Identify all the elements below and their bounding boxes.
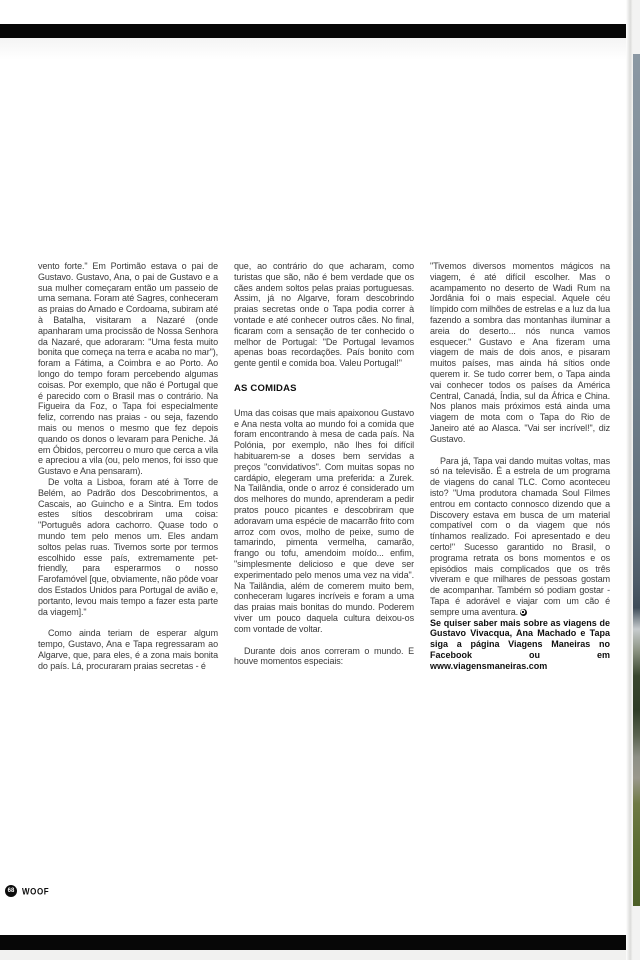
- paragraph: [430, 456, 610, 618]
- paragraph: que, ao contrário do que acharam, como turistas que são, não é bem verdade que os cães andem soltos pelas praias portuguesas. Assim, já no Algarve, foram descobrindo praias secretas onde o Tapa podia correr à vontade e até conhecer outros cães. No final, ficaram com a sensação de ter conhecido o melhor de Portugal: "De Portugal levamos apenas boas recordações. País bonito com gente gentil e comida boa. Valeu Portugal!": [234, 261, 414, 369]
- article-end-icon: [520, 609, 527, 616]
- paragraph: Uma das coisas que mais apaixonou Gustavo e Ana nesta volta ao mundo foi a comida que foram encontrando à mesa de cada país. Na Polónia, por exemplo, não lhes foi difícil habituarem-se a doses bem servidas a preços "convidativos". Com muitas sopas no cardápio, elegeram uma preferida: a Zurek. Na Tailândia, onde o arroz é considerado um dos melhores do mundo, aprenderam a pedir pratos pouco picantes e descobriram que adoravam uma espécie de macarrão frito com arroz com ovos, molho de peixe, sumo de tamarindo, pimenta vermelha, camarão, frango ou tofu, amendoim moído... enfim, "simplesmente delicioso e que deve ser experimentado pelo menos uma vez na vida". Na Tailândia, além de comerem muito bem, conheceram lugares incríveis e foram a uma das praias mais bonitas do mundo. Poderem viver um pouco daquela cultura deixou-os com vontade de voltar.: [234, 407, 414, 634]
- paragraph: Como ainda teriam de esperar algum tempo, Gustavo, Ana e Tapa regressaram ao Algarve, que, para eles, é a zona mais bonita do país. Lá, procuraram praias secretas - é: [38, 628, 218, 671]
- paragraph: Durante dois anos correram o mundo. E houve momentos especiais:: [234, 645, 414, 667]
- bottom-black-bar: [0, 935, 628, 950]
- next-page-photo-sliver: [633, 54, 640, 906]
- top-black-bar: [0, 24, 628, 38]
- magazine-name: WOOF: [22, 885, 50, 897]
- page-number-badge: 68: [5, 885, 17, 897]
- folio: [5, 885, 49, 897]
- page-bottom-edge: [0, 950, 640, 960]
- column-2: [234, 261, 414, 671]
- paragraph: De volta a Lisboa, foram até à Torre de Belém, ao Padrão dos Descobrimentos, a Cascais, ao Guincho e a Sintra. Em todos estes sítios descobriram uma coisa: "Português adora cachorro. Quase todo o mundo tem pelo menos um. Eles andam soltos pelas ruas. Tivemos sorte por termos escolhido esse país, extremamente pet-friendly, para esperarmos o nosso Farofamóvel [que, obviamente, não pôde voar dos Estados Unidos para Portugal de avião e, portanto, levou mais tempo a fazer esta parte da viagem].": [38, 476, 218, 617]
- column-1: [38, 261, 218, 671]
- paragraph-text: Para já, Tapa vai dando muitas voltas, mas só na televisão. É a estrela de um programa de viagens do canal TLC. Como aconteceu isto? "Uma produtora chamada Soul Filmes entrou em contacto connosco dizendo que a Discovery estava em busca de um material compatível com o da viagem que nós tínhamos realizado. Foi apresentado e deu certo!" Sucesso garantido no Brasil, o programa retrata os bons momentos e os episódios mais complicados que os três viveram e que milhares de pessoas gostam de acompanhar. Também só podiam gostar - Tapa é adorável e viajar com um cão é sempre uma aventura.: [430, 455, 610, 617]
- column-3: [430, 261, 610, 671]
- page-shading: [0, 38, 628, 60]
- paragraph: vento forte." Em Portimão estava o pai de Gustavo. Gustavo, Ana, o pai de Gustavo e a sua mulher começaram então um passeio de uma semana. Foram até Sagres, conheceram as praias do Amado e Cordoama, subiram até à Batalha, visitaram a Nazaré (onde apanharam uma procissão de Nossa Senhora da Nazaré, que adoraram: "Uma festa muito bonita que começa na terra e acaba no mar"), foram a Fátima, a Coimbra e ao Porto. Ao longo do tempo foram percebendo algumas coisas. Por exemplo, que não é Portugal que é parecido com o Brasil mas o contrário. Na Figueira da Foz, o Tapa foi especialmente feliz, correndo nas praias - ou seja, fazendo mais ou menos o mesmo que fez depois quando os donos o levaram para Peniche. Já em Óbidos, percorreu o muro que cerca a vila e apreciou a vila (ou, pelo menos, foi isso que Gustavo e Ana pensaram).: [38, 261, 218, 477]
- follow-note: Se quiser saber mais sobre as viagens de Gustavo Vivacqua, Ana Machado e Tapa siga a página Viagens Maneiras no Facebook ou em www.viagensmaneiras.com: [430, 617, 610, 671]
- page-gutter: [626, 0, 633, 960]
- section-heading-as-comidas: AS COMIDAS: [234, 382, 297, 394]
- article-body: [38, 261, 610, 671]
- paragraph: "Tivemos diversos momentos mágicos na viagem, é até difícil escolher. Mas o acampamento no deserto de Wadi Rum na Jordânia foi o mais especial. Aquele céu límpido com milhões de estrelas e a luz da lua fazendo a sombra das montanhas iluminar a areia do deserto... nós nunca vamos esquecer." Gustavo e Ana fizeram uma viagem de mais de dois anos, e pisaram muitos países, mas ainda há sítios onde querem ir. Se tudo correr bem, o Tapa ainda vai conhecer todos os países da América Central, Canadá, Índia, sul da África e China. Nos planos mais próximos está ainda uma viagem de mota com o Tapa do Rio de Janeiro até ao Alasca. "Vai ser incrível!", diz Gustavo.: [430, 261, 610, 444]
